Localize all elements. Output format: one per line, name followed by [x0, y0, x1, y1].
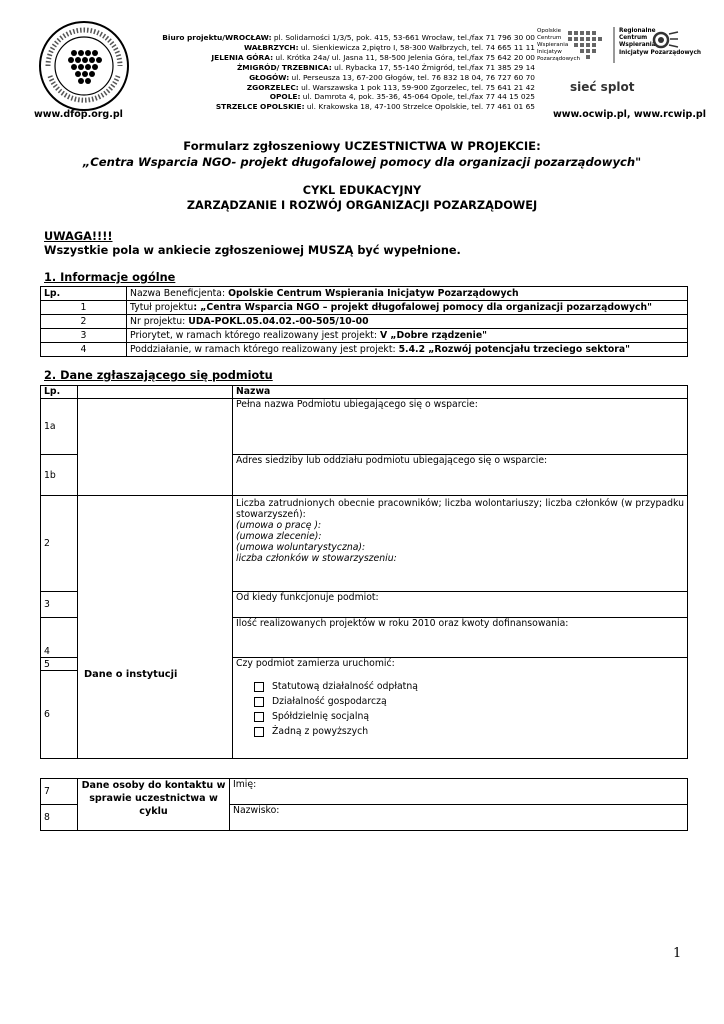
table-row [41, 287, 688, 301]
table-row [41, 399, 688, 455]
nazwa-header: Nazwa [233, 386, 688, 399]
subaction-cell: Poddziałanie, w ramach którego realizowany jest projekt: 5.4.2 „Rozwój potencjału trzeciego sektora" [127, 343, 688, 357]
checkbox[interactable] [254, 712, 264, 722]
beneficiary-cell: Nazwa Beneficjenta: Opolskie Centrum Wspierania Inicjatyw Pozarządowych [127, 287, 688, 301]
office-line: ZGORZELEC: ul. Warszawska 1 pok 113, 59-900 Zgorzelec, tel. 75 641 21 42 [246, 82, 535, 92]
row-number: 1b [41, 455, 78, 496]
warning-title: UWAGA!!!! [44, 230, 113, 243]
last-name-field[interactable]: Nazwisko: [230, 805, 688, 831]
row-number: 4 [41, 343, 127, 357]
option-social-cooperative[interactable]: Spółdzielnię socjalną [254, 709, 684, 724]
page-number: 1 [673, 946, 682, 961]
row-number: 2 [41, 496, 78, 592]
option-none[interactable]: Żadną z powyższych [254, 724, 684, 739]
splot-logo: sieć splot [570, 80, 635, 94]
office-line: ŻMIGRÓD/ TRZEBNICA: ul. Rybacka 17, 55-140 Żmigród, tel./fax 71 385 29 14 [236, 62, 535, 72]
contact-person-label: Dane osoby do kontaktu w sprawie uczestnictwa w cyklu [78, 779, 230, 831]
table-row [41, 592, 688, 618]
entity-data-table [40, 385, 688, 759]
row-number: 4 [41, 618, 78, 658]
dfop-logo [34, 20, 136, 112]
row-number: 6 [41, 671, 78, 759]
members-count-label: liczba członków w stowarzyszeniu: [236, 553, 397, 564]
rcwip-logo: Regionalne Centrum Wspierania Inicjatyw Pozarządowych [619, 28, 702, 56]
row-number: 2 [41, 315, 127, 329]
table-row [41, 779, 688, 805]
row-number: 1 [41, 301, 127, 315]
dfop-url: www.dfop.org.pl [34, 109, 123, 120]
first-name-field[interactable]: Imię: [230, 779, 688, 805]
founded-field[interactable]: Od kiedy funkcjonuje podmiot: [233, 592, 688, 618]
contact-person-table [40, 778, 688, 831]
checkbox[interactable] [254, 727, 264, 737]
plans-question: Czy podmiot zamierza uruchomić: [236, 658, 395, 669]
project-number-cell: Nr projektu: UDA-POKL.05.04.02.-00-505/10-00 [127, 315, 688, 329]
ocwip-grid-icon [566, 29, 604, 63]
ocwip-url: www.ocwip.pl, www.rcwip.pl [552, 109, 706, 120]
employees-question: Liczba zatrudnionych obecnie pracowników; liczba wolontariuszy; liczba członków (w przypadku stowarzyszeń): [236, 498, 684, 520]
table-row [41, 496, 688, 592]
row-number: 7 [41, 779, 78, 805]
section-1-heading: 1. Informacje ogólne [44, 271, 176, 284]
project-title-cell: Tytuł projektu: „Centra Wsparcia NGO – projekt długofalowej pomocy dla organizacji pozarządowych" [127, 301, 688, 315]
ocwip-rcwip-logos [537, 26, 707, 106]
form-title: Formularz zgłoszeniowy UCZESTNICTWA W PROJEKCIE: [183, 139, 541, 153]
project-title: „Centra Wsparcia NGO- projekt długofalowej pomocy dla organizacji pozarządowych" [82, 155, 642, 169]
office-line: WAŁBRZYCH: ul. Sienkiewicza 2,piętro I, 58-300 Wałbrzych, tel. 74 665 11 11 [243, 42, 535, 52]
warning-text: Wszystkie pola w ankiecie zgłoszeniowej MUSZĄ być wypełnione. [44, 244, 461, 257]
table-row [41, 343, 688, 357]
ocwip-logo: Opolskie Centrum Wspierania Inicjatyw Pozarządowych [537, 28, 581, 62]
cycle-subtitle: ZARZĄDZANIE I ROZWÓJ ORGANIZACJI POZARZĄDOWEJ [186, 199, 538, 212]
table-row [41, 301, 688, 315]
checkbox[interactable] [254, 697, 264, 707]
office-line: OPOLE: ul. Damrota 4, pok. 35-36, 45-064 Opole, tel./fax 77 44 15 025 [269, 92, 535, 102]
plans-field [233, 658, 688, 759]
office-line: STRZELCE OPOLSKIE: ul. Krakowska 18, 47-100 Strzelce Opolskie, tel. 77 461 01 65 [215, 102, 535, 112]
option-business-activity[interactable]: Działalność gospodarczą [254, 694, 684, 709]
row-number: 3 [41, 329, 127, 343]
row-number: 5 [41, 658, 78, 671]
row-number: 8 [41, 805, 78, 831]
row-number: 3 [41, 592, 78, 618]
priority-cell: Priorytet, w ramach którego realizowany jest projekt: V „Dobre rządzenie" [127, 329, 688, 343]
employment-contract-label: (umowa o pracę ): [236, 520, 322, 531]
cycle-title: CYKL EDUKACYJNY [302, 184, 422, 197]
office-line: JELENIA GÓRA: ul. Krótka 24a/ ul. Jasna 11, 58-500 Jelenia Góra, tel./fax 75 642 20 00 [211, 52, 535, 62]
section-2-heading: 2. Dane zgłaszającego się podmiotu [44, 369, 273, 382]
institution-data-label: Dane o instytucji [78, 592, 233, 759]
projects-field[interactable]: Ilość realizowanych projektów w roku 2010 oraz kwoty dofinansowania: [233, 618, 688, 658]
table-header-row [41, 386, 688, 399]
plans-options [254, 679, 684, 739]
employees-field[interactable] [233, 496, 688, 592]
general-info-table [40, 286, 688, 357]
volunteer-contract-label: (umowa woluntarystyczna): [236, 542, 366, 553]
table-row [41, 455, 688, 496]
table-row [41, 329, 688, 343]
lp-header: Lp. [41, 386, 78, 399]
office-addresses [140, 33, 535, 112]
eye-icon [649, 30, 679, 50]
full-name-field[interactable]: Pełna nazwa Podmiotu ubiegającego się o wsparcie: [233, 399, 688, 455]
lp-header: Lp. [41, 287, 127, 301]
office-line: Biuro projektu/WROCŁAW: pl. Solidarności 1/3/5, pok. 415, 53-661 Wrocław, tel./fax 71 796 30 00 [162, 33, 535, 42]
row-number: 1a [41, 399, 78, 455]
table-row [41, 315, 688, 329]
checkbox[interactable] [254, 682, 264, 692]
address-field[interactable]: Adres siedziby lub oddziału podmiotu ubiegającego się o wsparcie: [233, 455, 688, 496]
option-paid-statutory[interactable]: Statutową działalność odpłatną [254, 679, 684, 694]
commission-contract-label: (umowa zlecenie): [236, 531, 322, 542]
office-line: GŁOGÓW: ul. Perseusza 13, 67-200 Głogów, tel. 76 832 18 04, 76 727 60 70 [249, 72, 535, 82]
